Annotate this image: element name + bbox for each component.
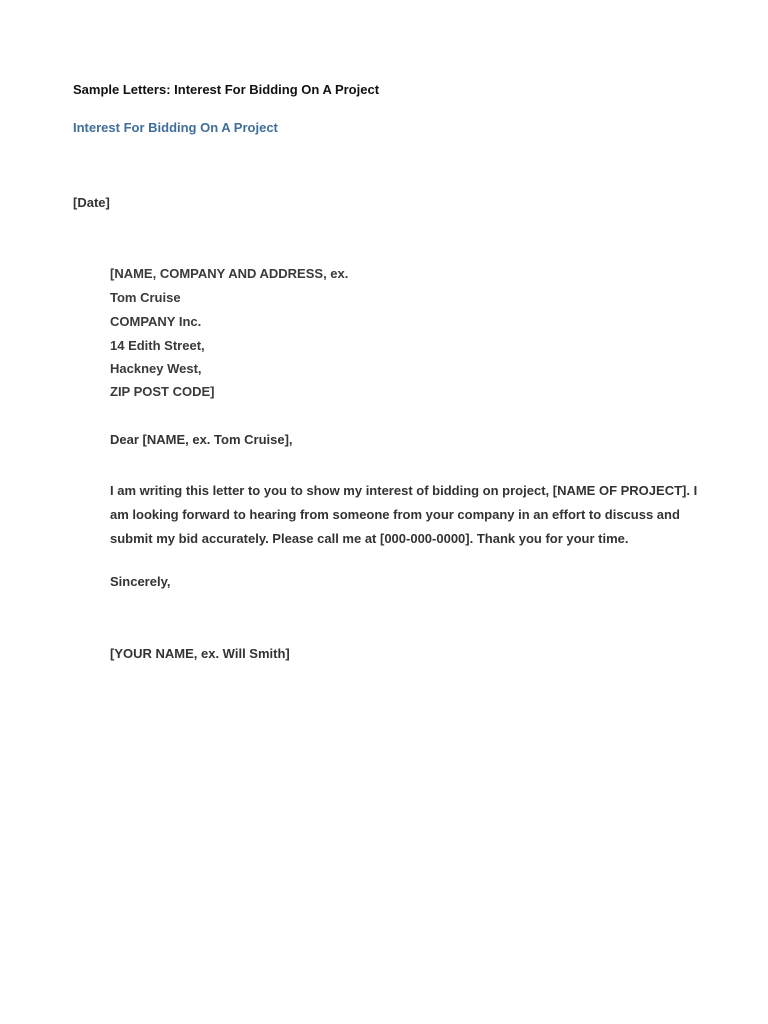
body-line: submit my bid accurately. Please call me at [000-000-0000]. Thank you for your time. [110, 531, 629, 546]
letter-body [110, 479, 700, 551]
recipient-line: Tom Cruise [110, 290, 181, 305]
recipient-line: Hackney West, [110, 361, 202, 376]
recipient-line: COMPANY Inc. [110, 314, 202, 329]
letter-closing: Sincerely, [110, 574, 171, 589]
letter-date: [Date] [73, 195, 110, 210]
recipient-line: ZIP POST CODE] [110, 384, 215, 399]
recipient-line: 14 Edith Street, [110, 338, 205, 353]
document-title: Sample Letters: Interest For Bidding On A Project [73, 82, 380, 97]
letter-signature: [YOUR NAME, ex. Will Smith] [110, 646, 290, 661]
body-line: I am writing this letter to you to show my interest of bidding on project, [NAME OF PROJECT]. I [110, 483, 698, 498]
recipient-line: [NAME, COMPANY AND ADDRESS, ex. [110, 266, 349, 281]
letter-heading: Interest For Bidding On A Project [73, 120, 278, 135]
body-line: am looking forward to hearing from someone from your company in an effort to discuss and [110, 507, 680, 522]
letter-salutation: Dear [NAME, ex. Tom Cruise], [110, 432, 293, 447]
